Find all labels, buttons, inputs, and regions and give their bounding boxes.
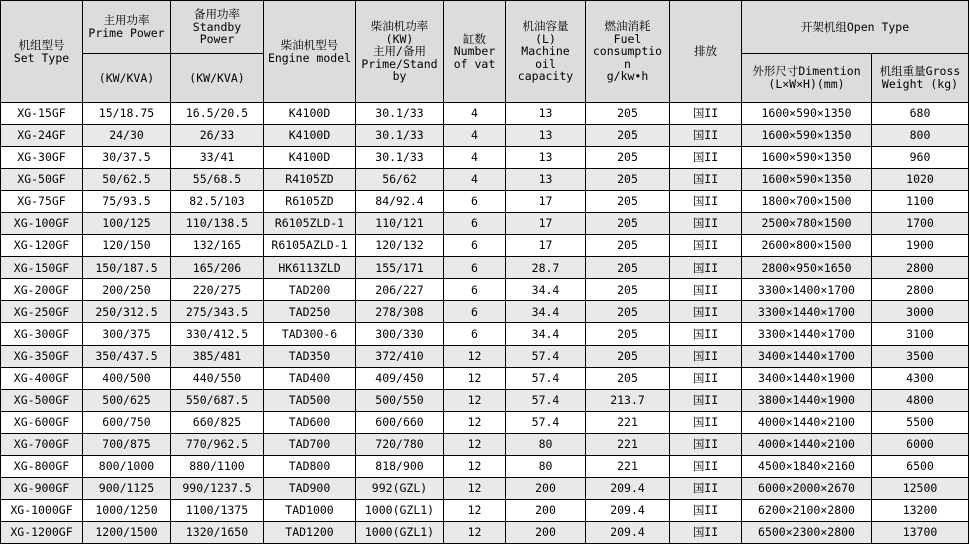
cell-engine-power: 818/900 [356,455,444,477]
cell-fuel-consumption: 209.4 [586,521,670,543]
cell-engine-power: 500/550 [356,389,444,411]
cell-cylinders: 6 [444,213,506,235]
cell-oil-capacity: 200 [506,499,586,521]
table-row [1,103,969,125]
cell-emission: 国II [670,411,742,433]
cell-engine-model: TAD600 [264,411,356,433]
cell-cylinders: 4 [444,125,506,147]
cell-fuel-consumption: 221 [586,433,670,455]
cell-engine-model: K4100D [264,147,356,169]
cell-set-type: XG-250GF [1,301,83,323]
cell-gross-weight: 3500 [872,345,969,367]
cell-set-type: XG-75GF [1,191,83,213]
cell-engine-model: R6105AZLD-1 [264,235,356,257]
cell-prime-power: 300/375 [83,323,171,345]
table-row [1,345,969,367]
cell-gross-weight: 2800 [872,257,969,279]
cell-set-type: XG-900GF [1,477,83,499]
cell-gross-weight: 1020 [872,169,969,191]
cell-oil-capacity: 13 [506,103,586,125]
cell-standby-power: 880/1100 [171,455,264,477]
cell-set-type: XG-1000GF [1,499,83,521]
cell-gross-weight: 960 [872,147,969,169]
cell-engine-power: 30.1/33 [356,147,444,169]
cell-prime-power: 250/312.5 [83,301,171,323]
cell-oil-capacity: 13 [506,147,586,169]
cell-standby-power: 275/343.5 [171,301,264,323]
cell-fuel-consumption: 205 [586,301,670,323]
cell-engine-power: 992(GZL) [356,477,444,499]
cell-set-type: XG-24GF [1,125,83,147]
cell-set-type: XG-100GF [1,213,83,235]
col-header-engine-model: 柴油机型号 Engine model [264,1,356,103]
cell-standby-power: 1100/1375 [171,499,264,521]
cell-cylinders: 12 [444,411,506,433]
cell-dimension: 3800×1440×1900 [742,389,872,411]
col-header-open-type: 开架机组Open Type [742,1,969,54]
cell-gross-weight: 800 [872,125,969,147]
cell-oil-capacity: 57.4 [506,345,586,367]
table-row [1,323,969,345]
col-header-prime-unit: (KW/KVA) [83,54,171,103]
cell-engine-model: TAD250 [264,301,356,323]
col-header-standby-power: 备用功率 Standby Power [171,1,264,54]
cell-oil-capacity: 13 [506,125,586,147]
cell-engine-power: 600/660 [356,411,444,433]
cell-emission: 国II [670,499,742,521]
table-row [1,213,969,235]
cell-dimension: 3400×1440×1700 [742,345,872,367]
cell-fuel-consumption: 205 [586,191,670,213]
cell-oil-capacity: 17 [506,213,586,235]
cell-gross-weight: 13700 [872,521,969,543]
cell-standby-power: 16.5/20.5 [171,103,264,125]
cell-emission: 国II [670,191,742,213]
cell-engine-model: TAD900 [264,477,356,499]
cell-dimension: 4000×1440×2100 [742,433,872,455]
cell-fuel-consumption: 221 [586,411,670,433]
cell-engine-model: TAD200 [264,279,356,301]
cell-emission: 国II [670,301,742,323]
table-row [1,235,969,257]
cell-fuel-consumption: 221 [586,455,670,477]
cell-cylinders: 12 [444,477,506,499]
cell-oil-capacity: 28.7 [506,257,586,279]
cell-dimension: 4500×1840×2160 [742,455,872,477]
table-row [1,191,969,213]
cell-fuel-consumption: 205 [586,257,670,279]
cell-emission: 国II [670,235,742,257]
cell-engine-power: 1000(GZL1) [356,499,444,521]
cell-dimension: 3300×1440×1700 [742,323,872,345]
col-header-cylinders: 缸数 Number of vat [444,1,506,103]
col-header-set-type: 机组型号 Set Type [1,1,83,103]
cell-emission: 国II [670,389,742,411]
cell-dimension: 1600×590×1350 [742,169,872,191]
cell-cylinders: 12 [444,499,506,521]
cell-dimension: 1600×590×1350 [742,103,872,125]
cell-engine-model: TAD350 [264,345,356,367]
cell-oil-capacity: 80 [506,455,586,477]
cell-standby-power: 110/138.5 [171,213,264,235]
cell-oil-capacity: 34.4 [506,301,586,323]
cell-engine-power: 720/780 [356,433,444,455]
cell-gross-weight: 4300 [872,367,969,389]
header-row-1 [1,1,969,54]
col-header-emission: 排放 [670,1,742,103]
cell-emission: 国II [670,147,742,169]
cell-prime-power: 24/30 [83,125,171,147]
cell-oil-capacity: 34.4 [506,279,586,301]
cell-cylinders: 6 [444,257,506,279]
cell-engine-model: R6105ZLD-1 [264,213,356,235]
cell-gross-weight: 5500 [872,411,969,433]
col-header-dimension: 外形尺寸Dimention (L×W×H)(mm) [742,54,872,103]
cell-prime-power: 30/37.5 [83,147,171,169]
cell-prime-power: 800/1000 [83,455,171,477]
cell-gross-weight: 6000 [872,433,969,455]
cell-set-type: XG-200GF [1,279,83,301]
cell-standby-power: 990/1237.5 [171,477,264,499]
cell-gross-weight: 4800 [872,389,969,411]
cell-prime-power: 1200/1500 [83,521,171,543]
cell-standby-power: 55/68.5 [171,169,264,191]
cell-standby-power: 440/550 [171,367,264,389]
col-header-prime-power: 主用功率 Prime Power [83,1,171,54]
cell-engine-model: TAD1000 [264,499,356,521]
cell-engine-model: K4100D [264,103,356,125]
cell-cylinders: 12 [444,389,506,411]
cell-set-type: XG-150GF [1,257,83,279]
cell-engine-power: 30.1/33 [356,125,444,147]
cell-emission: 国II [670,279,742,301]
cell-prime-power: 150/187.5 [83,257,171,279]
cell-cylinders: 12 [444,367,506,389]
cell-emission: 国II [670,521,742,543]
cell-oil-capacity: 34.4 [506,323,586,345]
cell-fuel-consumption: 205 [586,323,670,345]
cell-standby-power: 330/412.5 [171,323,264,345]
cell-engine-power: 278/308 [356,301,444,323]
cell-gross-weight: 6500 [872,455,969,477]
cell-oil-capacity: 200 [506,521,586,543]
cell-engine-power: 300/330 [356,323,444,345]
cell-emission: 国II [670,477,742,499]
cell-standby-power: 26/33 [171,125,264,147]
cell-engine-power: 30.1/33 [356,103,444,125]
cell-engine-power: 155/171 [356,257,444,279]
cell-emission: 国II [670,169,742,191]
cell-cylinders: 4 [444,103,506,125]
cell-oil-capacity: 57.4 [506,389,586,411]
cell-engine-power: 110/121 [356,213,444,235]
table-row [1,411,969,433]
cell-gross-weight: 12500 [872,477,969,499]
cell-dimension: 3300×1440×1700 [742,301,872,323]
cell-dimension: 3400×1440×1900 [742,367,872,389]
col-header-fuel-consumption: 燃油消耗 Fuel consumptio n g/kw•h [586,1,670,103]
cell-emission: 国II [670,103,742,125]
cell-set-type: XG-400GF [1,367,83,389]
cell-dimension: 6500×2300×2800 [742,521,872,543]
cell-prime-power: 15/18.75 [83,103,171,125]
cell-engine-power: 409/450 [356,367,444,389]
table-row [1,279,969,301]
cell-set-type: XG-15GF [1,103,83,125]
cell-prime-power: 100/125 [83,213,171,235]
cell-engine-model: TAD300-6 [264,323,356,345]
cell-engine-model: K4100D [264,125,356,147]
cell-fuel-consumption: 205 [586,367,670,389]
cell-dimension: 2600×800×1500 [742,235,872,257]
cell-standby-power: 132/165 [171,235,264,257]
cell-emission: 国II [670,433,742,455]
cell-gross-weight: 1700 [872,213,969,235]
cell-gross-weight: 3100 [872,323,969,345]
cell-standby-power: 82.5/103 [171,191,264,213]
cell-set-type: XG-120GF [1,235,83,257]
cell-set-type: XG-600GF [1,411,83,433]
col-header-standby-unit: (KW/KVA) [171,54,264,103]
cell-oil-capacity: 57.4 [506,411,586,433]
table-row [1,257,969,279]
cell-engine-model: TAD1200 [264,521,356,543]
table-row [1,433,969,455]
col-header-oil-capacity: 机油容量 (L) Machine oil capacity [506,1,586,103]
cell-cylinders: 6 [444,279,506,301]
cell-standby-power: 770/962.5 [171,433,264,455]
cell-dimension: 6200×2100×2800 [742,499,872,521]
cell-emission: 国II [670,345,742,367]
cell-engine-power: 372/410 [356,345,444,367]
cell-set-type: XG-300GF [1,323,83,345]
cell-cylinders: 12 [444,433,506,455]
cell-fuel-consumption: 209.4 [586,477,670,499]
cell-dimension: 1800×700×1500 [742,191,872,213]
cell-cylinders: 6 [444,191,506,213]
cell-emission: 国II [670,367,742,389]
cell-dimension: 1600×590×1350 [742,147,872,169]
cell-gross-weight: 1100 [872,191,969,213]
cell-gross-weight: 2800 [872,279,969,301]
cell-engine-model: R6105ZD [264,191,356,213]
cell-fuel-consumption: 205 [586,125,670,147]
table-row [1,455,969,477]
table-row [1,367,969,389]
cell-oil-capacity: 17 [506,235,586,257]
cell-prime-power: 350/437.5 [83,345,171,367]
cell-prime-power: 200/250 [83,279,171,301]
cell-standby-power: 1320/1650 [171,521,264,543]
cell-oil-capacity: 57.4 [506,367,586,389]
table-body [1,103,969,544]
table-header [1,1,969,103]
cell-set-type: XG-1200GF [1,521,83,543]
cell-standby-power: 165/206 [171,257,264,279]
cell-fuel-consumption: 205 [586,213,670,235]
cell-oil-capacity: 80 [506,433,586,455]
cell-standby-power: 550/687.5 [171,389,264,411]
cell-gross-weight: 3000 [872,301,969,323]
cell-fuel-consumption: 205 [586,147,670,169]
cell-engine-power: 1000(GZL1) [356,521,444,543]
cell-fuel-consumption: 205 [586,235,670,257]
cell-dimension: 2800×950×1650 [742,257,872,279]
cell-fuel-consumption: 205 [586,279,670,301]
cell-emission: 国II [670,213,742,235]
cell-fuel-consumption: 205 [586,103,670,125]
cell-fuel-consumption: 209.4 [586,499,670,521]
col-header-gross-weight: 机组重量Gross Weight (kg) [872,54,969,103]
cell-cylinders: 6 [444,323,506,345]
cell-emission: 国II [670,257,742,279]
cell-set-type: XG-800GF [1,455,83,477]
cell-cylinders: 12 [444,455,506,477]
cell-standby-power: 385/481 [171,345,264,367]
cell-standby-power: 660/825 [171,411,264,433]
cell-engine-model: HK6113ZLD [264,257,356,279]
cell-cylinders: 4 [444,147,506,169]
table-row [1,477,969,499]
cell-standby-power: 33/41 [171,147,264,169]
cell-engine-power: 120/132 [356,235,444,257]
cell-engine-model: TAD500 [264,389,356,411]
table-row [1,389,969,411]
cell-prime-power: 600/750 [83,411,171,433]
cell-engine-power: 56/62 [356,169,444,191]
table-row [1,301,969,323]
cell-oil-capacity: 17 [506,191,586,213]
cell-cylinders: 6 [444,301,506,323]
cell-set-type: XG-700GF [1,433,83,455]
cell-prime-power: 900/1125 [83,477,171,499]
cell-dimension: 3300×1400×1700 [742,279,872,301]
cell-gross-weight: 13200 [872,499,969,521]
cell-oil-capacity: 13 [506,169,586,191]
cell-oil-capacity: 200 [506,477,586,499]
cell-set-type: XG-50GF [1,169,83,191]
cell-gross-weight: 680 [872,103,969,125]
cell-emission: 国II [670,455,742,477]
cell-fuel-consumption: 205 [586,345,670,367]
cell-prime-power: 500/625 [83,389,171,411]
cell-engine-model: R4105ZD [264,169,356,191]
cell-prime-power: 75/93.5 [83,191,171,213]
table-row [1,169,969,191]
table-row [1,125,969,147]
cell-fuel-consumption: 213.7 [586,389,670,411]
cell-emission: 国II [670,323,742,345]
cell-cylinders: 6 [444,235,506,257]
cell-dimension: 2500×780×1500 [742,213,872,235]
cell-engine-power: 84/92.4 [356,191,444,213]
cell-prime-power: 50/62.5 [83,169,171,191]
table-row [1,147,969,169]
cell-prime-power: 120/150 [83,235,171,257]
cell-dimension: 4000×1440×2100 [742,411,872,433]
cell-engine-model: TAD400 [264,367,356,389]
cell-standby-power: 220/275 [171,279,264,301]
cell-prime-power: 400/500 [83,367,171,389]
cell-gross-weight: 1900 [872,235,969,257]
cell-prime-power: 1000/1250 [83,499,171,521]
table-row [1,499,969,521]
cell-dimension: 1600×590×1350 [742,125,872,147]
cell-cylinders: 12 [444,521,506,543]
col-header-engine-power: 柴油机功率 (KW) 主用/备用 Prime/Stand by [356,1,444,103]
table-row [1,521,969,543]
cell-cylinders: 4 [444,169,506,191]
cell-cylinders: 12 [444,345,506,367]
cell-set-type: XG-500GF [1,389,83,411]
cell-engine-power: 206/227 [356,279,444,301]
cell-set-type: XG-350GF [1,345,83,367]
cell-dimension: 6000×2000×2670 [742,477,872,499]
cell-emission: 国II [670,125,742,147]
cell-prime-power: 700/875 [83,433,171,455]
cell-fuel-consumption: 205 [586,169,670,191]
cell-set-type: XG-30GF [1,147,83,169]
cell-engine-model: TAD700 [264,433,356,455]
cell-engine-model: TAD800 [264,455,356,477]
